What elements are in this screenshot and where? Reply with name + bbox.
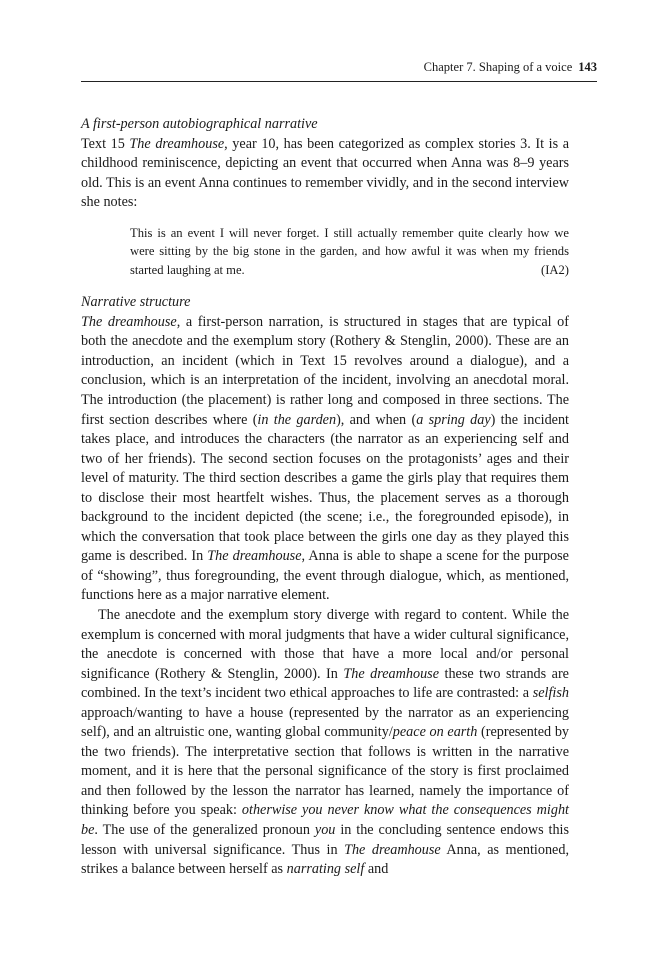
section-heading-autobiographical: A first-person autobiographical narrative xyxy=(81,116,318,132)
text-run: Anna, as mentioned, strikes a balance between herself as xyxy=(81,841,569,878)
title-italic: The dreamhouse xyxy=(81,313,177,330)
text-run: ), and when ( xyxy=(336,411,417,428)
italic-run: you xyxy=(314,822,336,838)
text-run: , year 10, has been categorized as complex stories 3. It is a childhood reminiscence, depicting an event that occurred when Anna was 8–9 years old. This is an event Anna continues to remember vividly, and in the second interview she notes: xyxy=(81,135,569,211)
header-rule xyxy=(81,81,597,82)
paragraph-intro xyxy=(81,135,569,213)
block-quote xyxy=(130,224,569,280)
running-head xyxy=(81,58,597,76)
text-run: , Anna is able to shape a scene for the purpose of “showing”, thus foregrounding, the event through dialogue, which, as mentioned, functions here as a major narrative element. xyxy=(81,548,569,604)
italic-run: in the garden xyxy=(257,411,337,428)
text-run: The anecdote and the exemplum story diverge with regard to content. While the exemplum is concerned with moral judgments that have a wider cultural significance, the anecdote is concerned with those that have a more local and/or personal significance (Rothery & Stenglin, 2000). In xyxy=(81,606,569,682)
text-run: these two strands are combined. In the text’s incident two ethical approaches to life are contrasted: a xyxy=(81,665,569,702)
text-run: . The use of the generalized pronoun xyxy=(94,822,315,838)
quote-text: This is an event I will never forget. I still actually remember quite clearly how we were sitting by the big stone in the garden, and how awful it was when my friends started laughing at me. xyxy=(130,225,569,277)
text-run: , a first-person narration, is structured in stages that are typical of both the anecdote and the exemplum story (Rothery & Stenglin, 2000). These are an introduction, an incident (which in Text 15 revolves around a dialogue), and a conclusion, which is an interpretation of the incident, involving an anecdotal moral. The introduction (the placement) is rather long and composed in three sections. The first section describes where ( xyxy=(81,313,569,428)
text-run: Text 15 xyxy=(81,135,130,152)
main-text xyxy=(81,115,569,880)
italic-run: peace on earth xyxy=(392,724,478,741)
title-italic: The dreamhouse xyxy=(344,841,441,858)
italic-run: a spring day xyxy=(416,411,491,428)
title-italic: The dreamhouse xyxy=(207,548,302,565)
title-italic: The dreamhouse xyxy=(343,665,439,682)
text-run: (represented by the two friends). The interpretative section that follows is written in the narrative moment, and it is here that the personal significance of the story is first proclaimed and then followed by the lesson the narrator has learned, namely the importance of thinking before you speak: xyxy=(81,724,570,819)
italic-run: selfish xyxy=(532,685,569,702)
text-run: ) the incident takes place, and introduces the characters (the narrator as an experiencing self and two of her friends). The second section focuses on the protagonists’ ages and their level of maturity. The third section describes a game the girls play that requires them to disclose their most heartfelt wishes. Thus, the placement serves as a thorough background to the incident depicted (the scene; i.e., the foregrounded episode), in which the conversation that took place between the girls one day as they played this game is described. In xyxy=(81,411,569,565)
running-title: Chapter 7. Shaping of a voice xyxy=(423,60,573,74)
paragraph-structure xyxy=(81,313,569,606)
text-run: and xyxy=(364,861,389,878)
title-italic: The dreamhouse xyxy=(129,135,225,152)
text-run: approach/wanting to have a house (represented by the narrator as an experiencing self), and an altruistic one, wanting global community/ xyxy=(81,704,569,741)
italic-run: otherwise you never know what the consequences might be xyxy=(81,802,569,838)
quote-citation: (IA2) xyxy=(541,262,569,277)
text-run: in the concluding sentence endows this lesson with universal significance. Thus in xyxy=(81,822,569,858)
italic-run: narrating self xyxy=(286,861,365,878)
paragraph-anecdote-exemplum xyxy=(81,606,569,880)
page-number: 143 xyxy=(578,60,597,74)
section-heading-narrative-structure: Narrative structure xyxy=(81,294,191,311)
